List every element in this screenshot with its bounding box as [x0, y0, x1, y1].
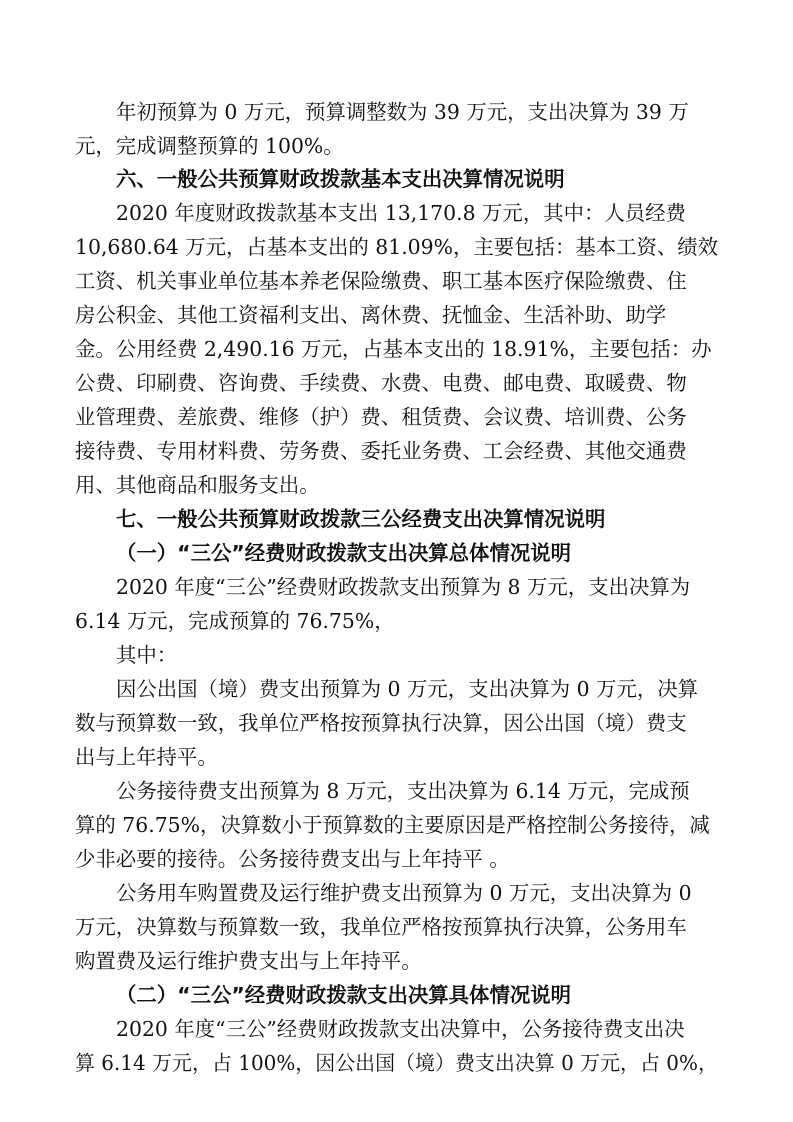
paragraph-line: 其中：: [116, 643, 178, 667]
paragraph-line: 元，完成调整预算的 100%。: [75, 134, 344, 158]
paragraph-line: 公务用车购置费及运行维护费支出预算为 0 万元，支出决算为 0: [116, 881, 692, 905]
paragraph-line: 金。公用经费 2,490.16 万元，占基本支出的 18.91%，主要包括：办: [75, 337, 712, 361]
paragraph-line: 公费、印刷费、咨询费、手续费、水费、电费、邮电费、取暖费、物: [75, 371, 687, 395]
paragraph-line: 算的 76.75%，决算数小于预算数的主要原因是严格控制公务接待，减: [75, 813, 710, 837]
paragraph-line: 2020 年度“三公”经费财政拨款支出预算为 8 万元，支出决算为: [116, 575, 691, 599]
subsection-heading-7-1: （一）“三公”经费财政拨款支出决算总体情况说明: [116, 541, 572, 565]
paragraph-line: 公务接待费支出预算为 8 万元，支出决算为 6.14 万元，完成预: [116, 779, 690, 803]
section-heading-6: 六、一般公共预算财政拨款基本支出决算情况说明: [116, 167, 565, 191]
paragraph-line: 购置费及运行维护费支出与上年持平。: [75, 949, 422, 973]
paragraph-line: 2020 年度“三公”经费财政拨款支出决算中，公务接待费支出决: [116, 1017, 685, 1041]
paragraph-line: 少非必要的接待。公务接待费支出与上年持平 。: [75, 847, 510, 871]
subsection-heading-7-2: （二）“三公”经费财政拨款支出决算具体情况说明: [116, 983, 572, 1007]
paragraph-line: 工资、机关事业单位基本养老保险缴费、职工基本医疗保险缴费、住: [75, 269, 687, 293]
paragraph-line: 算 6.14 万元，占 100%，因公出国（境）费支出决算 0 万元，占 0%，: [75, 1051, 718, 1075]
paragraph-line: 接待费、专用材料费、劳务费、委托业务费、工会经费、其他交通费: [75, 439, 687, 463]
paragraph-line: 10,680.64 万元，占基本支出的 81.09%，主要包括：基本工资、绩效: [75, 235, 719, 259]
paragraph-line: 年初预算为 0 万元，预算调整数为 39 万元，支出决算为 39 万: [116, 100, 689, 124]
paragraph-line: 6.14 万元，完成预算的 76.75%，: [75, 609, 395, 633]
section-heading-7: 七、一般公共预算财政拨款三公经费支出决算情况说明: [116, 507, 606, 531]
paragraph-line: 2020 年度财政拨款基本支出 13,170.8 万元，其中：人员经费: [116, 201, 686, 225]
paragraph-line: 数与预算数一致，我单位严格按预算执行决算，因公出国（境）费支: [75, 711, 687, 735]
paragraph-line: 房公积金、其他工资福利支出、离休费、抚恤金、生活补助、助学: [75, 303, 667, 327]
paragraph-line: 出与上年持平。: [75, 745, 218, 769]
paragraph-line: 因公出国（境）费支出预算为 0 万元，支出决算为 0 万元，决算: [116, 677, 699, 701]
paragraph-line: 万元，决算数与预算数一致，我单位严格按预算执行决算，公务用车: [75, 915, 687, 939]
paragraph-line: 业管理费、差旅费、维修（护）费、租赁费、会议费、培训费、公务: [75, 405, 687, 429]
paragraph-line: 用、其他商品和服务支出。: [75, 473, 320, 497]
